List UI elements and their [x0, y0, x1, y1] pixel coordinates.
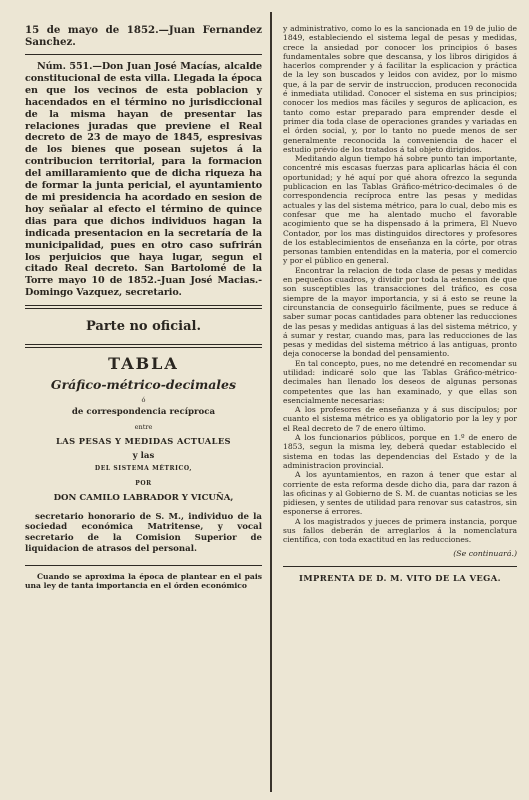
- grafico-heading: Gráfico-métrico-decimales: [50, 377, 237, 393]
- section-rule: [25, 344, 262, 348]
- article-paragraph-5: A los profesores de enseñanza y á sus discípulos; por cuanto el sistema métrico es ya obligatorio por la ley y por el Real decreto de 7 de enero último.: [283, 405, 517, 433]
- o-connector: ó: [141, 396, 146, 405]
- tabla-heading: TABLA: [108, 354, 179, 374]
- section-title: Parte no oficial.: [85, 319, 201, 335]
- separator-rule: [25, 54, 262, 55]
- article-paragraph-4: En tal concepto, pues, no me detendré en recomendar su utilidad: indicaré solo que las Tablas Gráfico-métrico-decimales han llenado los deseos de algunas personas competentes que las han examinado, y que ellas son esencialmente necesarias:: [283, 358, 517, 405]
- article-paragraph-2: Meditando algun tiempo há sobre punto tan importante, concentré mis escasas fuerzas para aplicarlas hácia él con oportunidad; y hé aquí por qué ahora ofrezco la segunda publicacion en las Tablas Gráfico-métrico-decimales ó de correspondencia recíproca entre las pesas y medidas actuales y las del sistema métrico, para lo cual, debo mis es confesar que me ha alentado mucho el favorable acogimiento que se ha dispensado á la primera, El Nuevo Contador, por los mas distinguidos directores y profesores de los establecimientos de enseñanza en la córte, por otras personas tambien entendidas en la materia, por el comercio y por el público en general.: [283, 154, 517, 266]
- separator-rule: [283, 566, 517, 567]
- pesas-heading: LAS PESAS Y MEDIDAS ACTUALES: [56, 436, 231, 447]
- sistema-heading: DEL SISTEMA MÉTRICO,: [94, 465, 193, 473]
- article-paragraph-6: A los funcionarios públicos, porque en 1.º de enero de 1853, segun la misma ley, deberá quedar establecido el sistema en todas las dependencias del Estado y de la administracion provincial.: [283, 433, 517, 470]
- author-name: DON CAMILO LABRADOR Y VICUÑA,: [53, 493, 234, 504]
- author-description: secretario honorario de S. M., individuo de la sociedad económica Matritense, y vocal secretario de la Comision Superior de liquidacion de atrasos del personal.: [25, 511, 262, 554]
- municipal-notice: Núm. 551.—Don Juan José Macías, alcalde constitucional de esta villa. Llegada la época en que los vecinos de esta poblacion y hacendados en el término no jurisdiccional de la misma hayan de presentar las relaciones juradas que previene el Real decreto de 23 de mayo de 1845, espresivas de los bienes que posean sujetos á la contribucion territorial, para la formacion del amillaramiento que de dicha riqueza ha de formar la junta pericial, el ayuntamiento de mi presidencia ha acordado en sesion de hoy señalar al efecto el término de quince dias para que dichos individuos hagan la indicada presentacion en la secretaría de la municipalidad, pues en otro caso sufrirán los perjuicios que haya lugar, segun el citado Real decreto. San Bartolomé de la Torre mayo 10 de 1852.-Juan José Macias.-Domingo Vazquez, secretario.: [25, 61, 262, 299]
- dateline: 15 de mayo de 1852.—Juan Fernandez Sanchez.: [25, 24, 262, 48]
- separator-rule: [25, 565, 262, 566]
- continued-note: (Se continuará.): [453, 548, 517, 558]
- entre-connector: entre: [134, 423, 153, 432]
- left-column: [25, 24, 262, 598]
- imprenta-footer: IMPRENTA DE D. M. VITO DE LA VEGA.: [299, 572, 501, 583]
- column-divider: [270, 12, 272, 792]
- correspondencia-heading: de correspondencia recíproca: [71, 407, 216, 418]
- intro-paragraph: Cuando se aproxima la época de plantear en el pais una ley de tanta importancia en el órden económico: [25, 571, 262, 591]
- article-paragraph-8: A los magistrados y jueces de primera instancia, porque sus fallos deberán de arreglarlos á la nomenclatura científica, con toda exactitud en las reducciones.: [283, 516, 517, 545]
- y-las-connector: y las: [132, 451, 155, 462]
- article-paragraph-7: A los ayuntamientos, en razon á tener que estar al corriente de esta reforma desde dicho dia, para dar razon á las oficinas y al Gobierno de S. M. de cuantas noticias se les pidiesen, y sentes de utilidad para renovar sus catastros, sin esponerse á errores.: [283, 470, 517, 517]
- section-rule: [25, 305, 262, 309]
- article-paragraph-1: y administrativo, como lo es la sancionada en 19 de julio de 1849, estableciendo el sistema legal de pesas y medidas, crece la ansiedad por conocer los principios ó bases fundamentales sobre que descansa, y los libros dirigidos á hacerlos comprender y á facilitar la esplicacion y práctica de la ley son buscados y leidos con avidez, por lo mismo que, á la par de servir de instruccion, producen reconocida é inmediata utilidad. Conocer el sistema en sus principios; conocer los medios mas fáciles y seguros de aplicacion, es tanto como estar preparado para emprender desde el primer dia toda clase de operaciones grandes y variadas en el órden social, y, por lo tanto no puede menos de ser generalmente reconocida la conveniencia de hacer el estudio prévio de los tratados á tal objeto dirigidos.: [283, 24, 517, 154]
- article-paragraph-3: Encontrar la relacion de toda clase de pesas y medidas en pequeños cuadros, y dividir por toda la estension de que son susceptibles las transacciones del tráfico, es cosa siempre de la mayor importancia, y si á esto se reune la circunstancia de conseguirlo fácilmente, pues se reduce á saber sumar pocas cantidades para obtener las reducciones de las pesas y medidas antiguas á las del sistema métrico, y á sumar y restar, cuando mas, para las reducciones de las pesas y medidas del sistema métrico á las antiguas, pronto deja conocerse la bondad del pensamiento.: [283, 265, 517, 359]
- right-column: [283, 24, 517, 591]
- por-connector: POR: [135, 480, 152, 488]
